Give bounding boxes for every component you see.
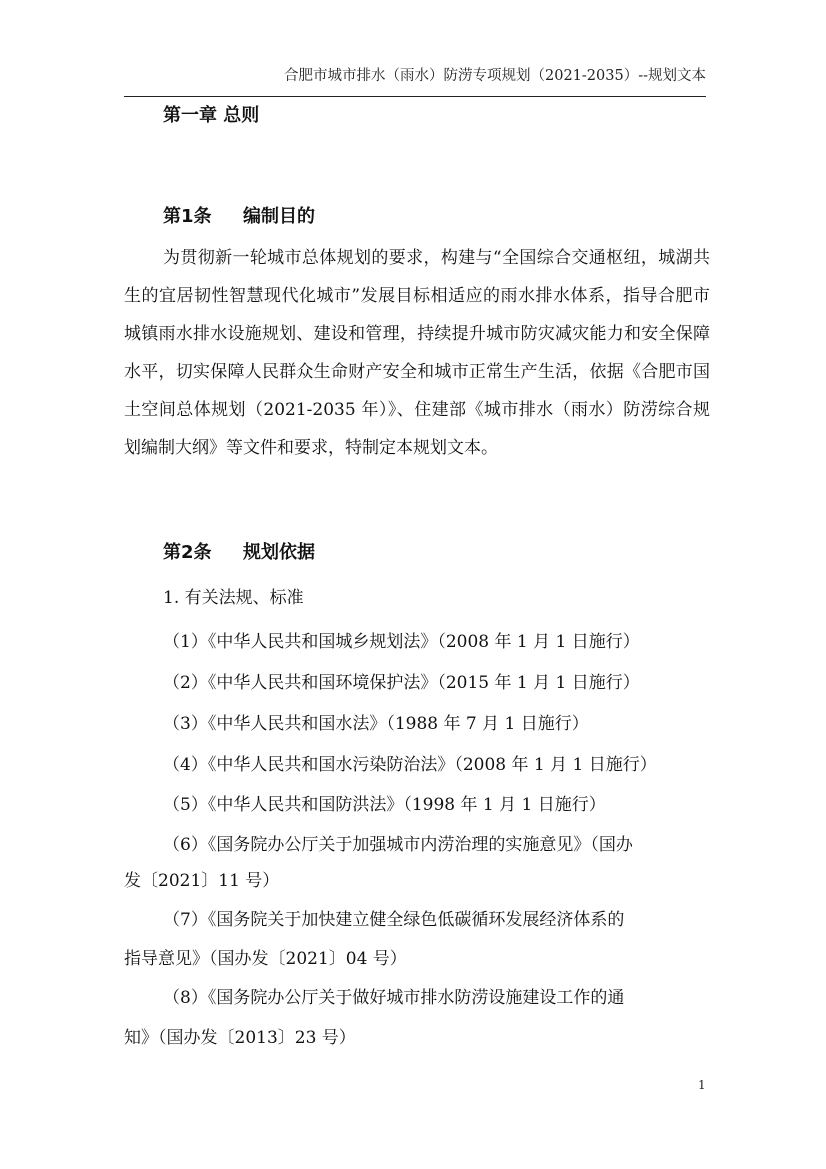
article-1-title: 编制目的 <box>243 206 315 227</box>
list-item: （1）《中华人民共和国城乡规划法》（2008 年 1 月 1 日施行） <box>163 632 640 652</box>
article-2-subheading: 1. 有关法规、标准 <box>163 588 304 608</box>
list-item: （7）《国务院关于加快建立健全绿色低碳循环发展经济体系的 <box>163 910 625 930</box>
list-item: （2）《中华人民共和国环境保护法》（2015 年 1 月 1 日施行） <box>163 673 640 693</box>
article-1-number: 第1条 <box>163 206 212 227</box>
article-2-number: 第2条 <box>163 542 212 563</box>
list-item-continuation: 发〔2021〕11 号） <box>124 871 280 891</box>
list-item-continuation: 知》（国办发〔2013〕23 号） <box>124 1028 356 1048</box>
article-2-heading <box>163 538 315 564</box>
header-rule <box>124 96 706 97</box>
list-item: （5）《中华人民共和国防洪法》（1998 年 1 月 1 日施行） <box>163 795 606 815</box>
article-1-body: 为贯彻新一轮城市总体规划的要求，构建与“全国综合交通枢纽，城湖共生的宜居韧性智慧现代化城市”发展目标相适应的雨水排水体系，指导合肥市城镇雨水排水设施规划、建设和管理，持续提升城市防灾减灾能力和安全保障水平，切实保障人民群众生命财产安全和城市正常生产生活，依据《合肥市国土空间总体规划（2021-2035 年）》、住建部《城市排水（雨水）防涝综合规划编制大纲》等文件和要求，特制定本规划文本。 <box>124 248 710 458</box>
list-item: （6）《国务院办公厅关于加强城市内涝治理的实施意见》（国办 <box>163 835 633 855</box>
list-item: （8）《国务院办公厅关于做好城市排水防涝设施建设工作的通 <box>163 988 625 1008</box>
article-2-title: 规划依据 <box>243 542 315 563</box>
article-1-heading <box>163 202 315 228</box>
list-item-continuation: 指导意见》（国办发〔2021〕04 号） <box>124 949 407 969</box>
chapter-title: 第一章 总则 <box>163 105 260 126</box>
list-item: （3）《中华人民共和国水法》（1988 年 7 月 1 日施行） <box>163 714 589 734</box>
page-number: 1 <box>698 1078 706 1092</box>
running-header: 合肥市城市排水（雨水）防涝专项规划（2021-2035）--规划文本 <box>284 68 706 84</box>
list-item: （4）《中华人民共和国水污染防治法》（2008 年 1 月 1 日施行） <box>163 755 657 775</box>
